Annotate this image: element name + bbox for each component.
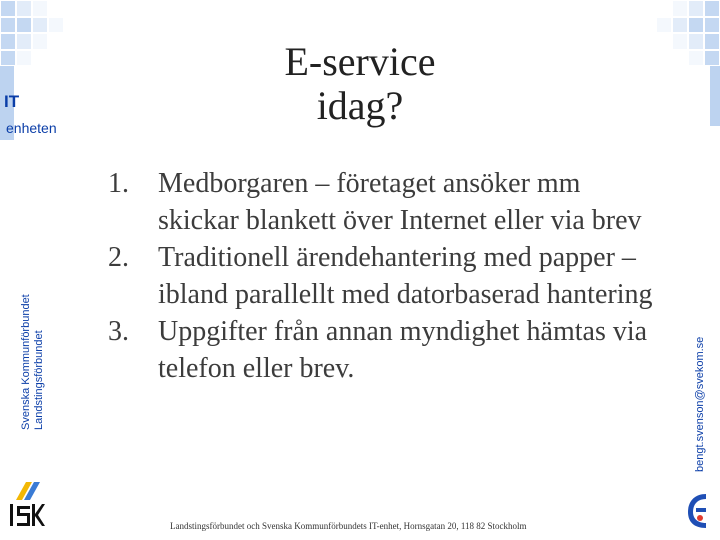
contact-email: bengt.svenson@svekom.se bbox=[694, 336, 706, 472]
footer-text: Landstingsförbundet och Svenska Kommunförbundets IT-enhet, Hornsgatan 20, 118 82 Stockholm bbox=[170, 521, 527, 531]
list-item-text: Medborgaren – företaget ansöker mm skickar blankett över Internet eller via brev bbox=[158, 168, 642, 236]
decorative-grid-left bbox=[0, 0, 64, 66]
list-item-number: 1. bbox=[108, 168, 129, 199]
decorative-grid-right bbox=[656, 0, 720, 66]
list-item bbox=[108, 165, 668, 239]
enheten-label: enheten bbox=[6, 120, 57, 136]
list-item bbox=[108, 313, 668, 387]
sk-logo-icon bbox=[8, 480, 46, 528]
slide-title bbox=[250, 40, 470, 128]
list-item-text: Traditionell ärendehantering med papper – ibland parallellt med datorbaserad hantering bbox=[158, 242, 653, 310]
org-name-line1: Svenska Kommunförbundet bbox=[20, 294, 32, 430]
list-item-number: 2. bbox=[108, 242, 129, 273]
org-name-line2: Landstingsförbundet bbox=[33, 330, 45, 430]
list-item-text: Uppgifter från annan myndighet hämtas via telefon eller brev. bbox=[158, 316, 648, 384]
right-accent-bar bbox=[710, 66, 720, 126]
list-item-number: 3. bbox=[108, 316, 129, 347]
organization-vertical-text bbox=[20, 290, 52, 430]
numbered-list bbox=[108, 165, 668, 387]
landstingsforbundet-logo-icon bbox=[684, 490, 712, 530]
title-line2: idag? bbox=[316, 83, 404, 128]
title-line1: E-service bbox=[284, 39, 436, 84]
it-label: IT bbox=[4, 92, 20, 111]
list-item bbox=[108, 239, 668, 313]
